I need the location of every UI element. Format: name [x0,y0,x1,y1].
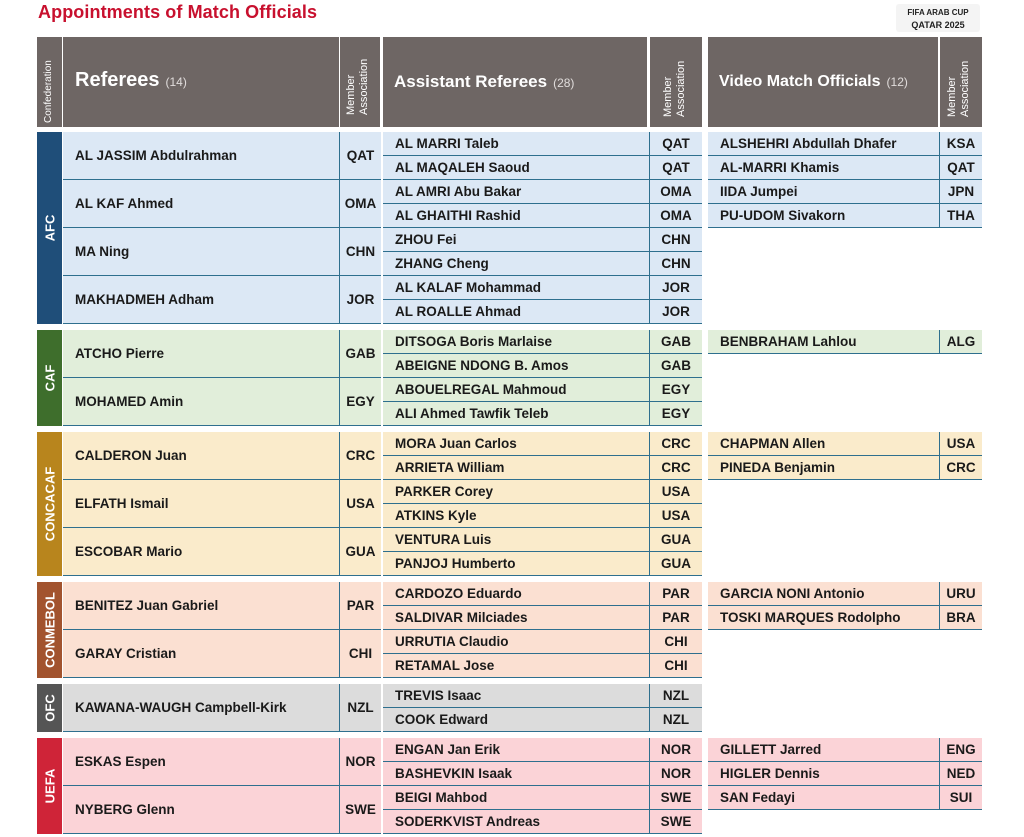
vmo-association: URU [940,582,982,606]
vmo-name: AL-MARRI Khamis [708,156,940,180]
page-title: Appointments of Match Officials [38,2,318,22]
referee-association: OMA [340,180,381,228]
logo-line-2: QATAR 2025 [911,20,965,30]
assistant-association: GAB [650,354,702,378]
assistant-name: AL MARRI Taleb [383,132,650,156]
confederation-label: AFC [42,214,57,242]
assistant-association: GUA [650,528,702,552]
header-confederation-label: Confederation [43,60,54,123]
assistant-association: CHI [650,654,702,678]
assistant-name: PANJOJ Humberto [383,552,650,576]
header-vmo-ma-label: Member Association [946,60,971,117]
referee-name: ATCHO Pierre [63,330,340,378]
assistant-name: VENTURA Luis [383,528,650,552]
assistant-name: AL AMRI Abu Bakar [383,180,650,204]
confederation-band [37,132,62,324]
assistant-association: PAR [650,582,702,606]
referee-name: CALDERON Juan [63,432,340,480]
header-referees-ma [340,37,380,127]
assistant-association: JOR [650,276,702,300]
referee-association: SWE [340,786,381,834]
referee-name: MOHAMED Amin [63,378,340,426]
vmo-association: SUI [940,786,982,810]
assistant-name: TREVIS Isaac [383,684,650,708]
vmo-association: ENG [940,738,982,762]
referee-name: BENITEZ Juan Gabriel [63,582,340,630]
vmo-association: THA [940,204,982,228]
confederation-label: UEFA [42,768,57,804]
assistant-name: RETAMAL Jose [383,654,650,678]
header-referees [63,37,339,127]
referee-association: USA [340,480,381,528]
referee-association: GAB [340,330,381,378]
assistant-association: QAT [650,156,702,180]
header-assistants-ma [650,37,702,127]
assistant-association: USA [650,480,702,504]
vmo-name: PINEDA Benjamin [708,456,940,480]
referee-association: CRC [340,432,381,480]
referee-name: MA Ning [63,228,340,276]
assistant-name: SODERKVIST Andreas [383,810,650,834]
referee-association: GUA [340,528,381,576]
referee-association: NZL [340,684,381,732]
vmo-association: QAT [940,156,982,180]
assistant-name: ARRIETA William [383,456,650,480]
vmo-association: JPN [940,180,982,204]
header-vmo [708,37,938,127]
vmo-association: KSA [940,132,982,156]
assistant-association: GAB [650,330,702,354]
assistant-association: CHN [650,252,702,276]
referee-name: MAKHADMEH Adham [63,276,340,324]
assistant-association: CRC [650,456,702,480]
assistant-association: CHI [650,630,702,654]
referee-name: ESKAS Espen [63,738,340,786]
vmo-name: CHAPMAN Allen [708,432,940,456]
referee-association: JOR [340,276,381,324]
referee-association: CHN [340,228,381,276]
assistant-name: CARDOZO Eduardo [383,582,650,606]
confederation-band [37,432,62,576]
assistant-name: BEIGI Mahbod [383,786,650,810]
header-vmo-ma [940,37,982,127]
assistant-association: EGY [650,402,702,426]
vmo-association: NED [940,762,982,786]
header-vmo-label: Video Match Officials [719,73,881,90]
assistant-name: SALDIVAR Milciades [383,606,650,630]
confederation-label: CAF [42,364,57,392]
vmo-name: HIGLER Dennis [708,762,940,786]
referee-association: QAT [340,132,381,180]
assistant-association: OMA [650,180,702,204]
vmo-name: IIDA Jumpei [708,180,940,204]
vmo-name: GILLETT Jarred [708,738,940,762]
assistant-association: CRC [650,432,702,456]
vmo-name: SAN Fedayi [708,786,940,810]
header-confederation [37,37,62,127]
assistant-name: COOK Edward [383,708,650,732]
assistant-name: ZHOU Fei [383,228,650,252]
confederation-band [37,684,62,732]
assistant-name: ALI Ahmed Tawfik Teleb [383,402,650,426]
assistant-name: ENGAN Jan Erik [383,738,650,762]
logo-line-1: FIFA ARAB CUP [907,8,969,17]
assistant-association: EGY [650,378,702,402]
header-assistants-label: Assistant Referees [394,72,548,91]
assistant-name: MORA Juan Carlos [383,432,650,456]
vmo-name: BENBRAHAM Lahlou [708,330,940,354]
vmo-association: USA [940,432,982,456]
assistant-name: ATKINS Kyle [383,504,650,528]
assistant-name: AL ROALLE Ahmad [383,300,650,324]
vmo-association: ALG [940,330,982,354]
referee-name: AL JASSIM Abdulrahman [63,132,340,180]
vmo-name: ALSHEHRI Abdullah Dhafer [708,132,940,156]
vmo-name: GARCIA NONI Antonio [708,582,940,606]
confederation-label: CONMEBOL [42,592,57,668]
assistant-name: BASHEVKIN Isaak [383,762,650,786]
referee-association: NOR [340,738,381,786]
assistant-association: NOR [650,738,702,762]
confederation-band [37,330,62,426]
confederation-band [37,738,62,834]
assistant-name: ABOUELREGAL Mahmoud [383,378,650,402]
vmo-name: TOSKI MARQUES Rodolpho [708,606,940,630]
assistant-association: NZL [650,684,702,708]
header-assistants-count: (28) [553,76,575,90]
header-assistants-ma-label: Member Association [662,60,687,117]
assistant-association: USA [650,504,702,528]
tournament-logo [896,4,980,32]
assistant-name: ZHANG Cheng [383,252,650,276]
vmo-association: BRA [940,606,982,630]
header-vmo-count: (12) [886,75,908,89]
assistant-association: GUA [650,552,702,576]
assistant-association: CHN [650,228,702,252]
confederation-label: OFC [42,694,57,722]
header-referees-ma-label: Member Association [345,58,370,115]
assistant-association: SWE [650,810,702,834]
referee-association: CHI [340,630,381,678]
assistant-name: PARKER Corey [383,480,650,504]
referee-name: ESCOBAR Mario [63,528,340,576]
referee-name: NYBERG Glenn [63,786,340,834]
assistant-name: ABEIGNE NDONG B. Amos [383,354,650,378]
referee-name: AL KAF Ahmed [63,180,340,228]
assistant-association: QAT [650,132,702,156]
assistant-association: SWE [650,786,702,810]
assistant-name: DITSOGA Boris Marlaise [383,330,650,354]
assistant-association: JOR [650,300,702,324]
assistant-name: URRUTIA Claudio [383,630,650,654]
referee-association: EGY [340,378,381,426]
assistant-name: AL KALAF Mohammad [383,276,650,300]
assistant-name: AL GHAITHI Rashid [383,204,650,228]
confederation-label: CONCACAF [42,466,57,542]
referee-name: KAWANA-WAUGH Campbell-Kirk [63,684,340,732]
header-referees-count: (14) [165,75,187,89]
vmo-association: CRC [940,456,982,480]
referee-name: GARAY Cristian [63,630,340,678]
assistant-association: NZL [650,708,702,732]
assistant-association: NOR [650,762,702,786]
header-assistants [383,37,647,127]
confederation-band [37,582,62,678]
header-referees-label: Referees [75,69,160,91]
assistant-name: AL MAQALEH Saoud [383,156,650,180]
assistant-association: OMA [650,204,702,228]
referee-name: ELFATH Ismail [63,480,340,528]
assistant-association: PAR [650,606,702,630]
referee-association: PAR [340,582,381,630]
vmo-name: PU-UDOM Sivakorn [708,204,940,228]
